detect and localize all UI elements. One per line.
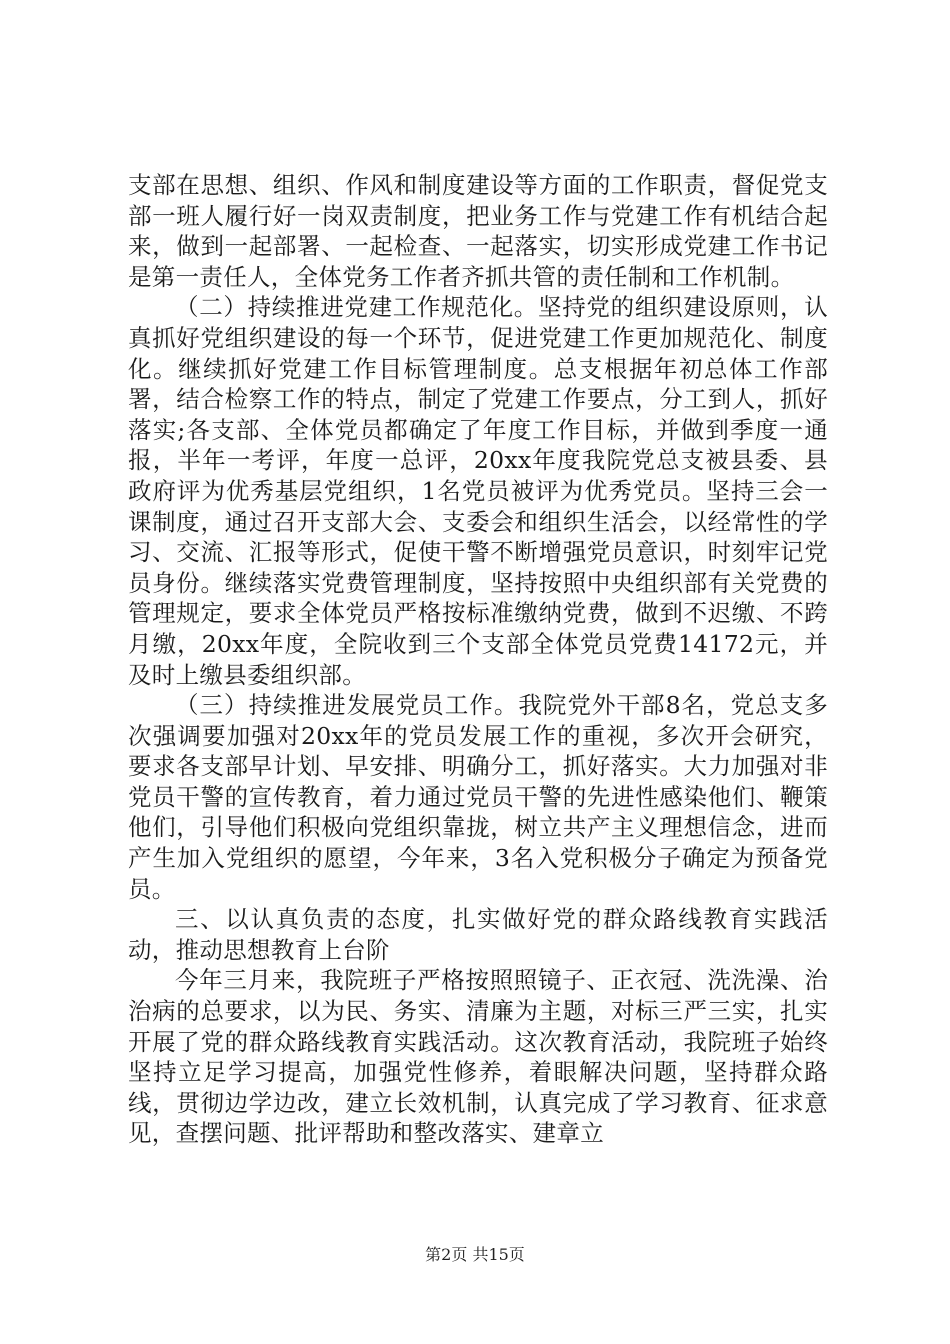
section-heading-3: 三、以认真负责的态度，扎实做好党的群众路线教育实践活动，推动思想教育上台阶 — [128, 905, 828, 964]
paragraph-section-2: （二）持续推进党建工作规范化。坚持党的组织建设原则，认真抓好党组织建设的每一个环节，促进党建工作更加规范化、制度化。继续抓好党建工作目标管理制度。总支根据年初总体工作部署，结合检察工作的特点，制定了党建工作要点，分工到人，抓好落实;各支部、全体党员都确定了年度工作目标，并做到季度一通报，半年一考评，年度一总评，20xx年度我院党总支被县委、县政府评为优秀基层党组织，1名党员被评为优秀党员。坚持三会一课制度，通过召开支部大会、支委会和组织生活会，以经常性的学习、交流、汇报等形式，促使干警不断增强党员意识，时刻牢记党员身份。继续落实党费管理制度，坚持按照中央组织部有关党费的管理规定，要求全体党员严格按标准缴纳党费，做到不迟缴、不跨月缴，20xx年度，全院收到三个支部全体党员党费14172元，并及时上缴县委组织部。 — [128, 293, 828, 689]
page-footer — [0, 1242, 950, 1265]
page-number-label: 第2页 共15页 — [425, 1245, 525, 1264]
document-body — [128, 170, 828, 1149]
paragraph-activity: 今年三月来，我院班子严格按照照镜子、正衣冠、洗洗澡、治治病的总要求，以为民、务实、清廉为主题，对标三严三实，扎实开展了党的群众路线教育实践活动。这次教育活动，我院班子始终坚持立足学习提高，加强党性修养，着眼解决问题，坚持群众路线，贯彻边学边改，建立长效机制，认真完成了学习教育、征求意见，查摆问题、批评帮助和整改落实、建章立 — [128, 966, 828, 1148]
paragraph-continuation: 支部在思想、组织、作风和制度建设等方面的工作职责，督促党支部一班人履行好一岗双责制度，把业务工作与党建工作有机结合起来，做到一起部署、一起检查、一起落实，切实形成党建工作书记是第一责任人，全体党务工作者齐抓共管的责任制和工作机制。 — [128, 171, 828, 291]
paragraph-section-3: （三）持续推进发展党员工作。我院党外干部8名，党总支多次强调要加强对20xx年的党员发展工作的重视，多次开会研究，要求各支部早计划、早安排、明确分工，抓好落实。大力加强对非党员干警的宣传教育，着力通过党员干警的先进性感染他们、鞭策他们，引导他们积极向党组织靠拢，树立共产主义理想信念，进而产生加入党组织的愿望，今年来，3名入党积极分子确定为预备党员。 — [128, 691, 828, 903]
